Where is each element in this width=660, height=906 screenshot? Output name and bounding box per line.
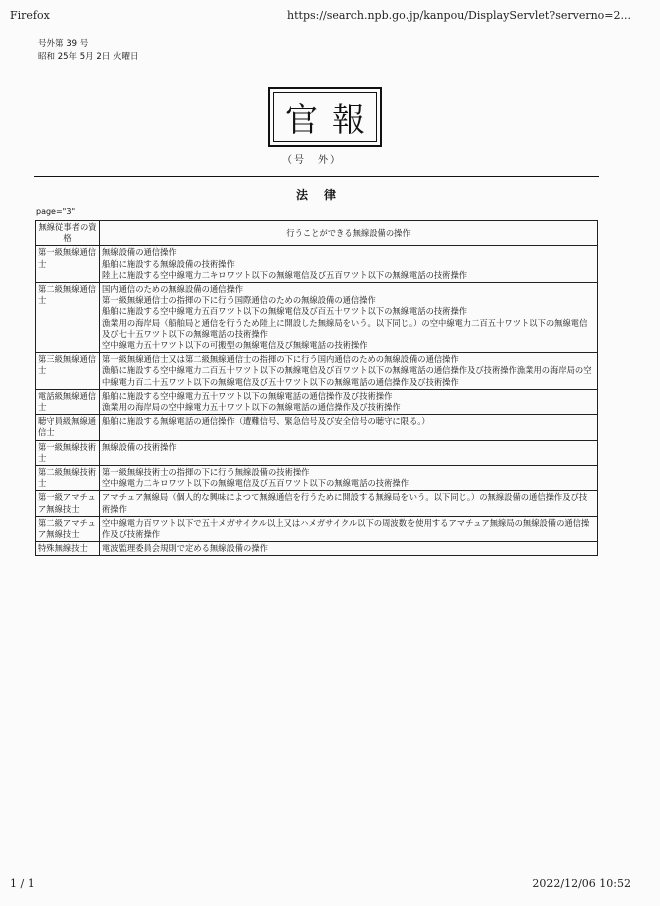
operation-line: アマチュア無線局（個人的な興味によつて無線通信を行うために開設する無線局をいう。以下同じ。）の無線設備の通信操作及び技術操作 xyxy=(102,492,588,514)
table-row xyxy=(36,516,598,541)
table-row xyxy=(36,283,598,353)
header-divider xyxy=(34,176,599,177)
operation-line: 無線設備の通信操作 xyxy=(102,247,177,258)
operation-line: 空中線電力二キロワツト以下の無線電信及び五百ワツト以下の無線電話の技術操作 xyxy=(102,478,409,489)
operations-cell xyxy=(100,283,598,353)
table-row xyxy=(36,542,598,556)
operation-line: 空中線電力五十ワツト以下の可搬型の無線電信及び無線電話の技術操作 xyxy=(102,340,368,351)
table-row xyxy=(36,466,598,491)
print-timestamp: 2022/12/06 10:52 xyxy=(532,877,631,890)
qualification-cell: 第二級無線通信士 xyxy=(36,283,100,353)
gazette-title: 官報 xyxy=(268,87,382,147)
operations-cell xyxy=(100,491,598,516)
table-row xyxy=(36,353,598,390)
qualification-cell: 第二級無線技術士 xyxy=(36,466,100,491)
operations-cell xyxy=(100,389,598,414)
table-row xyxy=(36,440,598,465)
header-operations: 行うことができる無線設備の操作 xyxy=(100,221,598,246)
header-qualification: 無線従事者の資格 xyxy=(36,221,100,246)
page-url: https://search.npb.go.jp/kanpou/DisplayServlet?serverno=2... xyxy=(287,9,631,22)
table-row xyxy=(36,389,598,414)
gazette-subtitle: （号 外） xyxy=(282,155,342,166)
operation-line: 第一級無線技術士の指揮の下に行う無線設備の技術操作 xyxy=(102,467,310,478)
qualification-table xyxy=(35,220,598,556)
operation-line: 船舶に施設する無線設備の技術操作 xyxy=(102,258,235,269)
issue-number: 号外第 39 号 xyxy=(38,39,89,49)
qualification-cell: 第一級無線通信士 xyxy=(36,246,100,283)
table-row xyxy=(36,415,598,440)
qualification-cell: 第一級アマチュア無線技士 xyxy=(36,491,100,516)
issue-date: 昭和 25年 5月 2日 火曜日 xyxy=(38,52,139,62)
section-title: 法 律 xyxy=(296,188,339,202)
operation-line: 第一級無線通信士の指揮の下に行う国際通信のための無線設備の通信操作 xyxy=(102,295,376,306)
qualification-cell: 第二級アマチュア無線技士 xyxy=(36,516,100,541)
operations-cell xyxy=(100,353,598,390)
browser-app-name: Firefox xyxy=(10,9,50,22)
operation-line: 船舶に施設する空中線電力五百ワツト以下の無線電信及び百五十ワツト以下の無線電話の技術操作 xyxy=(102,306,468,317)
operation-line: 漁船に施設する空中線電力二百五十ワツト以下の無線電信及び百ワツト以下の無線電話の通信操作及び技術操作漁業用の海岸局の空中線電力百二十五ワツト以下の無線電信及び五十ワツト以下の無線電話の通信操作及び技術操作 xyxy=(102,365,592,387)
operation-line: 船舶に施設する空中線電力五十ワツト以下の無線電話の通信操作及び技術操作 xyxy=(102,390,393,401)
operation-line: 陸上に施設する空中線電力二キロワツト以下の無線電信及び五百ワツト以下の無線電話の技術操作 xyxy=(102,269,468,280)
qualification-cell: 第一級無線技術士 xyxy=(36,440,100,465)
operation-line: 船舶に施設する無線電話の通信操作（遭難信号、緊急信号及び安全信号の聴守に限る。） xyxy=(102,416,430,427)
operations-cell xyxy=(100,466,598,491)
qualification-cell: 第三級無線通信士 xyxy=(36,353,100,390)
qualification-cell: 特殊無線技士 xyxy=(36,542,100,556)
operations-cell xyxy=(100,542,598,556)
operations-cell xyxy=(100,246,598,283)
page-count: 1 / 1 xyxy=(10,877,35,890)
qualification-cell: 電話級無線通信士 xyxy=(36,389,100,414)
operations-cell xyxy=(100,516,598,541)
operation-line: 漁業用の海岸局（船舶局と通信を行うため陸上に開設した無線局をいう。以下同じ。）の空中線電力二百五十ワツト以下の無線電信及び七十五ワツト以下の無線電話の技術操作 xyxy=(102,317,588,339)
operations-cell xyxy=(100,415,598,440)
operation-line: 第一級無線通信士又は第二級無線通信士の指揮の下に行う国内通信のための無線設備の通信操作 xyxy=(102,354,459,365)
operation-line: 国内通信のための無線設備の通信操作 xyxy=(102,284,244,295)
operation-line: 無線設備の技術操作 xyxy=(102,441,177,452)
operation-line: 空中線電力百ワツト以下で五十メガサイクル以上又はハメガサイクル以下の周波数を使用するアマチュア無線局の無線設備の通信操作及び技術操作 xyxy=(102,517,590,540)
table-row xyxy=(36,491,598,516)
operations-cell xyxy=(100,440,598,465)
page-marker: page="3" xyxy=(36,207,76,216)
operation-line: 漁業用の海岸局の空中線電力五十ワツト以下の無線電話の通信操作及び技術操作 xyxy=(102,402,401,413)
qualification-cell: 聴守員級無線通信士 xyxy=(36,415,100,440)
operation-line: 電波監理委員会規則で定める無線設備の操作 xyxy=(102,543,268,554)
table-row xyxy=(36,246,598,283)
